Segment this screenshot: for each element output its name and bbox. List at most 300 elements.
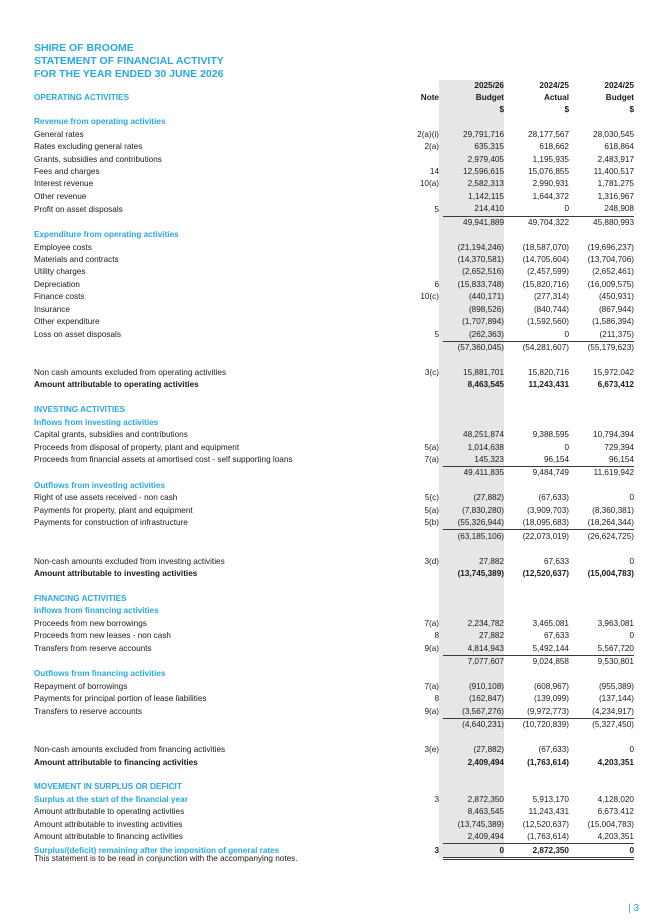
table-row xyxy=(34,831,634,844)
note-ref xyxy=(404,216,439,229)
actual-2024-25-value: (608,967) xyxy=(533,681,569,691)
actual-2024-25-value: 1,644,372 xyxy=(532,191,569,201)
budget-2025-26-value: 1,142,115 xyxy=(443,191,504,203)
actual-2024-25-value: (10,720,839) xyxy=(504,719,569,732)
table-row xyxy=(34,543,634,555)
table-row xyxy=(34,618,634,630)
row-label: Payments for construction of infrastructure xyxy=(34,518,188,528)
row-label xyxy=(34,467,404,480)
budget-2024-25-value: 4,203,351 xyxy=(597,832,634,842)
table-row xyxy=(34,229,634,241)
budget-2025-26-value: (2,652,516) xyxy=(443,266,504,278)
table-row xyxy=(34,341,634,354)
budget-2024-25-value: (137,144) xyxy=(598,694,634,704)
actual-2024-25-value xyxy=(504,769,569,781)
budget-2024-25-value: (19,696,237) xyxy=(587,242,634,252)
budget-2025-26-value: 1,014,638 xyxy=(443,441,504,453)
row-label: Other expenditure xyxy=(34,317,100,327)
budget-2024-25-value: (2,652,461) xyxy=(592,267,634,277)
budget-2024-25-value: (8,360,381) xyxy=(592,505,634,515)
budget-2025-26-value xyxy=(443,668,504,680)
budget-2024-25-value: 2,483,917 xyxy=(597,154,634,164)
note-ref xyxy=(404,191,439,203)
budget-2024-25-value: (1,586,394) xyxy=(592,317,634,327)
budget-2025-26-value: (27,882) xyxy=(443,492,504,504)
row-label: Amount attributable to investing activities xyxy=(34,568,198,578)
table-row xyxy=(34,379,634,391)
budget-2025-26-value: 214,410 xyxy=(443,203,504,216)
table-row xyxy=(34,605,634,617)
budget-2025-26-value: 4,814,943 xyxy=(443,642,504,655)
row-label: Proceeds from disposal of property, plant and equipment xyxy=(34,442,240,452)
budget-2025-26-value xyxy=(443,116,504,128)
row-label: Surplus at the start of the financial year xyxy=(34,794,188,804)
table-row xyxy=(34,794,634,806)
note-ref: 7(a) xyxy=(424,681,439,691)
note-ref: 10(a) xyxy=(419,179,439,189)
budget-2024-25-value xyxy=(569,593,634,605)
statement-period: FOR THE YEAR ENDED 30 JUNE 2026 xyxy=(34,68,224,80)
table-row xyxy=(34,655,634,668)
actual-2024-25-value: 15,076,855 xyxy=(528,166,569,176)
table-row xyxy=(34,642,634,655)
budget-2025-26-value xyxy=(443,543,504,555)
footnote: This statement is to be read in conjunction with the accompanying notes. xyxy=(34,854,298,863)
row-label: Inflows from investing activities xyxy=(34,417,159,427)
actual-2024-25-value: 9,388,595 xyxy=(532,430,569,440)
budget-2025-26-value: 0 xyxy=(443,844,504,858)
note-ref: 7(a) xyxy=(424,618,439,628)
row-label xyxy=(34,216,404,229)
row-label: Non cash amounts excluded from operating activities xyxy=(34,367,227,377)
row-label: Revenue from operating activities xyxy=(34,117,166,127)
row-label: Surplus/(deficit) remaining after the imposition of general rates xyxy=(34,846,280,856)
note-ref xyxy=(404,104,439,116)
table-row xyxy=(34,693,634,705)
budget-2025-26-value: (440,171) xyxy=(443,291,504,303)
row-label: Depreciation xyxy=(34,279,80,289)
note-ref xyxy=(404,543,439,555)
row-label xyxy=(34,392,404,404)
entity-name: SHIRE OF BROOME xyxy=(34,42,134,54)
note-ref xyxy=(404,781,439,793)
note-ref xyxy=(404,116,439,128)
budget-2024-25-value: Budget xyxy=(605,93,634,102)
actual-2024-25-value xyxy=(504,781,569,793)
budget-2025-26-value xyxy=(443,480,504,492)
budget-2024-25-value: 15,972,042 xyxy=(593,367,634,377)
row-label: Other revenue xyxy=(34,191,87,201)
budget-2025-26-value: (55,326,944) xyxy=(443,517,504,530)
budget-2025-26-value xyxy=(443,731,504,743)
budget-2024-25-value xyxy=(569,543,634,555)
table-row xyxy=(34,480,634,492)
row-label: Non-cash amounts excluded from financing activities xyxy=(34,745,226,755)
note-ref xyxy=(404,731,439,743)
table-row xyxy=(34,354,634,366)
actual-2024-25-value: 9,024,858 xyxy=(504,655,569,668)
budget-2025-26-value: 48,251,874 xyxy=(443,429,504,441)
note-ref: 5(a) xyxy=(424,505,439,515)
note-ref: 2(a)(i) xyxy=(417,129,439,139)
note-ref: 9(a) xyxy=(424,707,439,717)
note-ref xyxy=(404,769,439,781)
budget-2024-25-value: 11,400,517 xyxy=(593,166,634,176)
budget-2024-25-value: 4,203,351 xyxy=(597,757,634,767)
table-row xyxy=(34,367,634,379)
note-ref xyxy=(404,480,439,492)
actual-2024-25-value: 67,633 xyxy=(543,556,569,566)
actual-2024-25-value: (12,520,637) xyxy=(522,819,569,829)
actual-2024-25-value xyxy=(504,593,569,605)
table-row xyxy=(34,731,634,743)
table-row xyxy=(34,706,634,719)
note-ref: 3 xyxy=(434,846,439,856)
row-label: INVESTING ACTIVITIES xyxy=(34,405,126,415)
note-ref xyxy=(404,354,439,366)
table-row xyxy=(34,630,634,642)
row-label: Capital grants, subsidies and contributions xyxy=(34,430,188,440)
budget-2024-25-value xyxy=(569,354,634,366)
row-label: OPERATING ACTIVITIES xyxy=(34,93,130,102)
note-ref xyxy=(404,341,439,354)
row-label: Non-cash amounts excluded from investing activities xyxy=(34,556,225,566)
budget-2025-26-value: (63,185,106) xyxy=(443,530,504,543)
actual-2024-25-value: 2,990,931 xyxy=(532,179,569,189)
budget-2024-25-value: 248,908 xyxy=(604,204,634,214)
budget-2024-25-value: (867,944) xyxy=(598,304,634,314)
actual-2024-25-value: 0 xyxy=(564,442,569,452)
budget-2025-26-value: 27,882 xyxy=(443,630,504,642)
budget-2025-26-value: 145,323 xyxy=(443,454,504,467)
actual-2024-25-value xyxy=(504,392,569,404)
row-label: Amount attributable to operating activities xyxy=(34,807,185,817)
row-label: Proceeds from financial assets at amortised cost - self supporting loans xyxy=(34,455,293,465)
budget-2024-25-value: (15,004,783) xyxy=(587,568,634,578)
budget-2024-25-value: 0 xyxy=(629,631,634,641)
row-label: Utility charges xyxy=(34,267,86,277)
budget-2025-26-value: 8,463,545 xyxy=(443,379,504,391)
table-row xyxy=(34,781,634,793)
budget-2024-25-value: (5,327,450) xyxy=(569,719,634,732)
table-row xyxy=(34,492,634,504)
budget-2024-25-value xyxy=(569,668,634,680)
table-row xyxy=(34,166,634,178)
row-label: Transfers to reserve accounts xyxy=(34,707,142,717)
note-ref xyxy=(404,254,439,266)
note-ref xyxy=(404,153,439,165)
budget-2024-25-value: 618,864 xyxy=(604,142,634,152)
actual-2024-25-value xyxy=(504,543,569,555)
table-row xyxy=(34,104,634,116)
table-row xyxy=(34,429,634,441)
actual-2024-25-value: 2024/25 xyxy=(539,81,569,90)
budget-2024-25-value xyxy=(569,404,634,416)
note-ref: 3(d) xyxy=(424,556,439,566)
row-label: General rates xyxy=(34,129,84,139)
budget-2025-26-value: 2,409,494 xyxy=(443,831,504,844)
actual-2024-25-value: (9,972,773) xyxy=(527,706,569,716)
table-row xyxy=(34,467,634,480)
budget-2025-26-value: (162,847) xyxy=(443,693,504,705)
note-ref xyxy=(404,80,439,92)
budget-2025-26-value: (3,567,276) xyxy=(443,706,504,719)
actual-2024-25-value xyxy=(504,354,569,366)
budget-2024-25-value: 3,963,081 xyxy=(597,618,634,628)
actual-2024-25-value: (18,587,070) xyxy=(522,242,569,252)
budget-2024-25-value xyxy=(569,417,634,429)
table-row xyxy=(34,279,634,291)
row-label: Proceeds from new leases - non cash xyxy=(34,631,171,641)
actual-2024-25-value: (139,099) xyxy=(533,694,569,704)
budget-2024-25-value xyxy=(569,731,634,743)
budget-2025-26-value: 2,872,350 xyxy=(443,794,504,806)
budget-2024-25-value: 729,394 xyxy=(604,442,634,452)
note-ref: 5(b) xyxy=(424,518,439,528)
row-label: Outflows from financing activities xyxy=(34,669,166,679)
note-ref xyxy=(404,568,439,580)
actual-2024-25-value: Actual xyxy=(543,93,569,102)
statement-header xyxy=(34,42,224,81)
row-label: Repayment of borrowings xyxy=(34,681,128,691)
note-ref xyxy=(404,266,439,278)
budget-2024-25-value xyxy=(569,116,634,128)
budget-2025-26-value: 2025/26 xyxy=(443,80,504,92)
budget-2025-26-value xyxy=(443,580,504,592)
row-label: Payments for property, plant and equipment xyxy=(34,505,193,515)
note-ref: 3(c) xyxy=(424,367,439,377)
table-row xyxy=(34,593,634,605)
budget-2025-26-value: 8,463,545 xyxy=(443,806,504,818)
table-row xyxy=(34,80,634,92)
budget-2024-25-value: 1,781,275 xyxy=(597,179,634,189)
table-row xyxy=(34,153,634,165)
table-row xyxy=(34,404,634,416)
table-row xyxy=(34,530,634,543)
note-ref xyxy=(404,605,439,617)
actual-2024-25-value: (67,633) xyxy=(538,745,569,755)
financial-activity-table xyxy=(34,80,634,860)
actual-2024-25-value: 15,820,716 xyxy=(528,367,569,377)
budget-2025-26-value xyxy=(443,593,504,605)
table-row xyxy=(34,454,634,467)
budget-2024-25-value: (26,624,725) xyxy=(569,530,634,543)
financial-activity-rows xyxy=(34,80,634,858)
actual-2024-25-value: (1,763,614) xyxy=(527,832,569,842)
row-label: Grants, subsidies and contributions xyxy=(34,154,162,164)
budget-2025-26-value: Budget xyxy=(443,92,504,104)
row-label: Inflows from financing activities xyxy=(34,606,159,616)
row-label: Amount attributable to financing activities xyxy=(34,757,198,767)
note-ref: Note xyxy=(420,93,439,102)
actual-2024-25-value: $ xyxy=(564,105,569,114)
budget-2024-25-value: (955,389) xyxy=(598,681,634,691)
table-row xyxy=(34,441,634,453)
table-row xyxy=(34,806,634,818)
budget-2025-26-value: $ xyxy=(443,104,504,116)
budget-2025-26-value: 2,979,405 xyxy=(443,153,504,165)
table-row xyxy=(34,266,634,278)
note-ref xyxy=(404,806,439,818)
row-label xyxy=(34,530,404,543)
note-ref: 10(c) xyxy=(420,292,439,302)
table-row xyxy=(34,756,634,768)
table-row xyxy=(34,505,634,517)
row-label: FINANCING ACTIVITIES xyxy=(34,593,127,603)
row-label: Insurance xyxy=(34,304,70,314)
actual-2024-25-value xyxy=(504,480,569,492)
budget-2025-26-value: 12,596,615 xyxy=(443,166,504,178)
actual-2024-25-value xyxy=(504,116,569,128)
table-row xyxy=(34,681,634,693)
budget-2025-26-value: (1,707,894) xyxy=(443,316,504,328)
actual-2024-25-value: 5,913,170 xyxy=(532,794,569,804)
actual-2024-25-value: (12,520,637) xyxy=(522,568,569,578)
budget-2025-26-value: 2,234,782 xyxy=(443,618,504,630)
budget-2024-25-value: 11,619,942 xyxy=(569,467,634,480)
actual-2024-25-value: 96,154 xyxy=(543,455,569,465)
row-label: Expenditure from operating activities xyxy=(34,230,179,240)
budget-2025-26-value xyxy=(443,354,504,366)
note-ref xyxy=(404,429,439,441)
budget-2024-25-value: 0 xyxy=(629,556,634,566)
actual-2024-25-value: (1,763,614) xyxy=(527,757,569,767)
table-row xyxy=(34,92,634,104)
actual-2024-25-value: 11,243,431 xyxy=(528,807,569,817)
table-row xyxy=(34,580,634,592)
budget-2025-26-value: (262,363) xyxy=(443,328,504,341)
table-row xyxy=(34,191,634,203)
budget-2025-26-value xyxy=(443,229,504,241)
actual-2024-25-value: (14,705,604) xyxy=(522,255,569,265)
table-row xyxy=(34,668,634,680)
budget-2024-25-value xyxy=(569,229,634,241)
note-ref xyxy=(404,229,439,241)
row-label: Finance costs xyxy=(34,292,85,302)
budget-2025-26-value: (910,108) xyxy=(443,681,504,693)
note-ref xyxy=(404,819,439,831)
table-row xyxy=(34,304,634,316)
row-label: Interest revenue xyxy=(34,179,94,189)
budget-2024-25-value: 6,673,412 xyxy=(597,807,634,817)
budget-2025-26-value: (13,745,389) xyxy=(443,819,504,831)
row-label xyxy=(34,341,404,354)
budget-2025-26-value xyxy=(443,392,504,404)
budget-2025-26-value xyxy=(443,769,504,781)
budget-2025-26-value: 2,582,313 xyxy=(443,178,504,190)
note-ref xyxy=(404,316,439,328)
budget-2024-25-value: 45,880,993 xyxy=(569,216,634,229)
budget-2024-25-value: 28,030,545 xyxy=(593,129,634,139)
table-row xyxy=(34,555,634,567)
budget-2024-25-value: (16,009,575) xyxy=(587,279,634,289)
actual-2024-25-value: (1,592,560) xyxy=(527,317,569,327)
row-label: Right of use assets received - non cash xyxy=(34,493,178,503)
note-ref xyxy=(404,655,439,668)
table-row xyxy=(34,517,634,530)
budget-2025-26-value: (4,640,231) xyxy=(443,719,504,732)
budget-2025-26-value xyxy=(443,781,504,793)
actual-2024-25-value xyxy=(504,731,569,743)
row-label: Proceeds from new borrowings xyxy=(34,618,147,628)
row-label: Outflows from investing activities xyxy=(34,480,166,490)
table-row xyxy=(34,178,634,190)
table-row xyxy=(34,116,634,128)
note-ref: 7(a) xyxy=(424,455,439,465)
budget-2025-26-value: 635,315 xyxy=(443,141,504,153)
table-row xyxy=(34,141,634,153)
table-row xyxy=(34,216,634,229)
actual-2024-25-value xyxy=(504,229,569,241)
note-ref xyxy=(404,417,439,429)
actual-2024-25-value xyxy=(504,417,569,429)
table-row xyxy=(34,819,634,831)
actual-2024-25-value: (67,633) xyxy=(538,493,569,503)
actual-2024-25-value: (15,820,716) xyxy=(522,279,569,289)
budget-2024-25-value: 6,673,412 xyxy=(597,380,634,390)
actual-2024-25-value: 5,492,144 xyxy=(532,643,569,653)
row-label xyxy=(34,769,404,781)
actual-2024-25-value xyxy=(504,580,569,592)
note-ref: 5 xyxy=(434,204,439,214)
actual-2024-25-value: 618,662 xyxy=(539,142,569,152)
row-label: Loss on asset disposals xyxy=(34,329,121,339)
note-ref xyxy=(404,668,439,680)
note-ref: 2(a) xyxy=(424,142,439,152)
note-ref: 9(a) xyxy=(424,643,439,653)
note-ref xyxy=(404,467,439,480)
budget-2024-25-value: 5,567,720 xyxy=(597,643,634,653)
row-label xyxy=(34,104,404,116)
table-row xyxy=(34,719,634,732)
budget-2024-25-value: 9,530,801 xyxy=(569,655,634,668)
budget-2024-25-value: 0 xyxy=(629,745,634,755)
actual-2024-25-value: 11,243,431 xyxy=(528,380,569,390)
budget-2025-26-value: 15,881,701 xyxy=(443,367,504,379)
budget-2025-26-value: 29,791,716 xyxy=(443,128,504,140)
note-ref: 5 xyxy=(434,329,439,339)
actual-2024-25-value xyxy=(504,404,569,416)
note-ref xyxy=(404,392,439,404)
table-row xyxy=(34,769,634,781)
actual-2024-25-value: 28,177,567 xyxy=(528,129,569,139)
actual-2024-25-value: 9,484,749 xyxy=(504,467,569,480)
budget-2024-25-value: (4,234,917) xyxy=(592,706,634,716)
actual-2024-25-value: 0 xyxy=(564,329,569,339)
budget-2024-25-value: (211,375) xyxy=(599,329,634,339)
budget-2025-26-value: (21,194,246) xyxy=(443,241,504,253)
row-label xyxy=(34,80,404,92)
budget-2025-26-value: (13,745,389) xyxy=(443,568,504,580)
page-number: | 3 xyxy=(628,903,639,914)
actual-2024-25-value: 49,704,322 xyxy=(504,216,569,229)
budget-2024-25-value: 1,316,967 xyxy=(597,191,634,201)
budget-2024-25-value: (55,179,623) xyxy=(569,341,634,354)
budget-2025-26-value: (57,360,045) xyxy=(443,341,504,354)
note-ref: 6 xyxy=(434,279,439,289)
row-label xyxy=(34,719,404,732)
note-ref: 8 xyxy=(434,694,439,704)
table-row xyxy=(34,392,634,404)
row-label: Fees and charges xyxy=(34,166,100,176)
note-ref xyxy=(404,241,439,253)
budget-2025-26-value: 7,077,607 xyxy=(443,655,504,668)
note-ref xyxy=(404,580,439,592)
table-row xyxy=(34,417,634,429)
actual-2024-25-value: (3,909,703) xyxy=(527,505,569,515)
budget-2024-25-value: 96,154 xyxy=(608,455,634,465)
actual-2024-25-value: 1,195,935 xyxy=(532,154,569,164)
